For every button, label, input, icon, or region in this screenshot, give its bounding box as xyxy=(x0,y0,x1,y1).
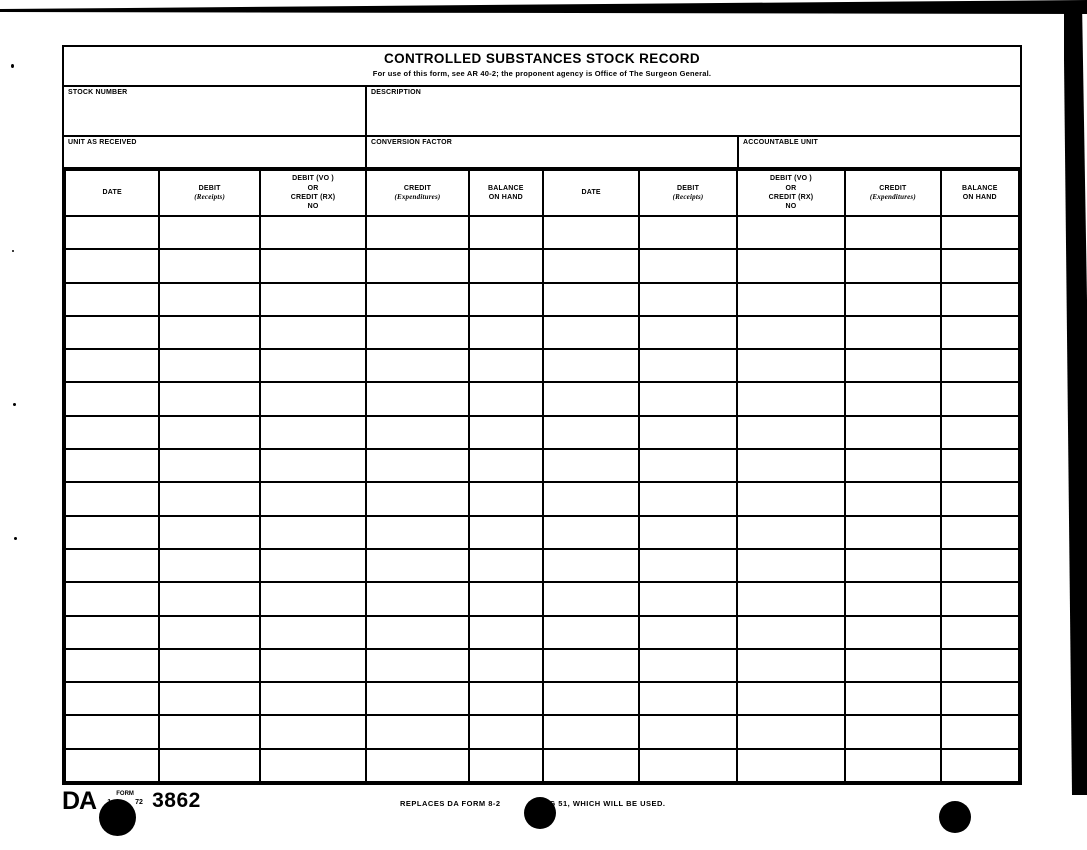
table-cell xyxy=(260,316,366,349)
table-cell xyxy=(469,316,543,349)
table-cell xyxy=(639,549,736,582)
table-cell xyxy=(845,682,940,715)
table-cell xyxy=(737,283,845,316)
table-cell xyxy=(941,449,1019,482)
table-cell xyxy=(469,249,543,282)
table-cell xyxy=(941,749,1019,782)
table-cell xyxy=(639,715,736,748)
controlled-substances-form xyxy=(62,45,1022,785)
form-title-block xyxy=(64,47,1020,87)
column-header-credit-left: CREDIT (Expenditures) xyxy=(366,170,468,216)
table-cell xyxy=(65,283,159,316)
table-cell xyxy=(469,382,543,415)
table-cell xyxy=(366,482,468,515)
table-cell xyxy=(159,316,259,349)
table-cell xyxy=(366,382,468,415)
table-cell xyxy=(737,382,845,415)
table-cell xyxy=(469,349,543,382)
table-row xyxy=(65,449,1019,482)
field-row-top xyxy=(64,87,1020,137)
table-row xyxy=(65,682,1019,715)
table-cell xyxy=(65,349,159,382)
table-cell xyxy=(65,582,159,615)
form-edition-stack xyxy=(102,791,148,806)
table-cell xyxy=(159,349,259,382)
table-cell xyxy=(845,416,940,449)
table-cell xyxy=(366,316,468,349)
table-cell xyxy=(366,682,468,715)
table-cell xyxy=(737,216,845,249)
table-cell xyxy=(159,283,259,316)
table-cell xyxy=(845,616,940,649)
table-cell xyxy=(737,249,845,282)
conversion-factor-label: CONVERSION FACTOR xyxy=(371,139,453,146)
table-cell xyxy=(639,682,736,715)
scan-noise-dot xyxy=(13,403,16,406)
da-word: DA xyxy=(62,787,97,815)
table-cell xyxy=(845,349,940,382)
column-header-balance-right: BALANCE ON HAND xyxy=(941,170,1019,216)
table-cell xyxy=(366,749,468,782)
table-cell xyxy=(260,649,366,682)
table-cell xyxy=(941,283,1019,316)
table-cell xyxy=(469,516,543,549)
stock-record-table xyxy=(64,169,1020,783)
form-word: FORM xyxy=(116,791,134,797)
table-row xyxy=(65,516,1019,549)
table-cell xyxy=(65,549,159,582)
table-cell xyxy=(543,382,639,415)
table-cell xyxy=(469,449,543,482)
table-cell xyxy=(543,549,639,582)
table-cell xyxy=(65,216,159,249)
table-cell xyxy=(737,349,845,382)
conversion-factor-field xyxy=(367,137,739,167)
table-cell xyxy=(845,749,940,782)
table-cell xyxy=(543,682,639,715)
table-cell xyxy=(639,516,736,549)
table-cell xyxy=(737,316,845,349)
scan-noise-dot xyxy=(14,537,17,540)
table-cell xyxy=(639,216,736,249)
table-cell xyxy=(65,249,159,282)
table-cell xyxy=(639,449,736,482)
table-cell xyxy=(845,516,940,549)
table-row xyxy=(65,616,1019,649)
table-cell xyxy=(260,616,366,649)
table-cell xyxy=(737,582,845,615)
form-title: CONTROLLED SUBSTANCES STOCK RECORD xyxy=(383,51,701,66)
table-cell xyxy=(65,616,159,649)
column-header-debit-right: DEBIT (Receipts) xyxy=(639,170,736,216)
column-header-date-left: DATE xyxy=(65,170,159,216)
table-cell xyxy=(65,749,159,782)
table-cell xyxy=(543,249,639,282)
table-cell xyxy=(469,749,543,782)
table-cell xyxy=(543,416,639,449)
table-cell xyxy=(260,449,366,482)
form-number: 3862 xyxy=(152,789,201,812)
table-cell xyxy=(260,349,366,382)
table-cell xyxy=(941,249,1019,282)
table-cell xyxy=(941,382,1019,415)
form-edition-date: 1 72 xyxy=(107,799,143,806)
table-cell xyxy=(260,216,366,249)
table-cell xyxy=(845,449,940,482)
scan-noise-dot xyxy=(12,250,14,252)
table-cell xyxy=(366,349,468,382)
scan-noise-dot xyxy=(11,64,14,68)
table-cell xyxy=(737,516,845,549)
table-cell xyxy=(469,682,543,715)
table-cell xyxy=(639,416,736,449)
field-row-bottom xyxy=(64,137,1020,169)
scan-top-edge-bar xyxy=(0,0,1087,16)
table-row xyxy=(65,416,1019,449)
table-cell xyxy=(260,516,366,549)
table-cell xyxy=(260,249,366,282)
table-row xyxy=(65,582,1019,615)
unit-as-received-label: UNIT AS RECEIVED xyxy=(68,139,137,146)
table-cell xyxy=(260,482,366,515)
table-cell xyxy=(65,382,159,415)
column-header-balance-left: BALANCE ON HAND xyxy=(469,170,543,216)
table-cell xyxy=(543,616,639,649)
table-cell xyxy=(65,682,159,715)
table-cell xyxy=(260,416,366,449)
table-cell xyxy=(260,283,366,316)
table-cell xyxy=(737,682,845,715)
replaces-note-right: 1 AUG 51, WHICH WILL BE USED. xyxy=(530,799,666,808)
table-cell xyxy=(737,549,845,582)
table-cell xyxy=(159,649,259,682)
column-header-debit-left: DEBIT (Receipts) xyxy=(159,170,259,216)
table-row xyxy=(65,216,1019,249)
table-cell xyxy=(639,316,736,349)
table-cell xyxy=(366,616,468,649)
table-cell xyxy=(941,582,1019,615)
table-cell xyxy=(260,382,366,415)
table-cell xyxy=(469,283,543,316)
table-cell xyxy=(159,382,259,415)
table-cell xyxy=(159,749,259,782)
table-cell xyxy=(737,449,845,482)
table-cell xyxy=(543,582,639,615)
table-cell xyxy=(941,349,1019,382)
table-cell xyxy=(65,516,159,549)
table-cell xyxy=(941,216,1019,249)
description-label: DESCRIPTION xyxy=(371,89,422,96)
table-cell xyxy=(639,749,736,782)
table-cell xyxy=(260,582,366,615)
table-row xyxy=(65,349,1019,382)
table-cell xyxy=(845,316,940,349)
table-cell xyxy=(159,582,259,615)
table-cell xyxy=(159,682,259,715)
table-cell xyxy=(543,715,639,748)
table-row xyxy=(65,382,1019,415)
table-row xyxy=(65,283,1019,316)
table-cell xyxy=(543,216,639,249)
table-cell xyxy=(543,482,639,515)
table-cell xyxy=(159,715,259,748)
table-cell xyxy=(737,749,845,782)
table-cell xyxy=(65,715,159,748)
table-cell xyxy=(65,316,159,349)
replaces-note-left: REPLACES DA FORM 8-2 xyxy=(400,799,501,808)
table-cell xyxy=(737,482,845,515)
table-cell xyxy=(260,682,366,715)
table-cell xyxy=(366,582,468,615)
table-row xyxy=(65,482,1019,515)
table-cell xyxy=(845,283,940,316)
table-cell xyxy=(260,715,366,748)
table-row xyxy=(65,249,1019,282)
description-field xyxy=(367,87,1020,135)
table-body xyxy=(65,216,1019,782)
table-cell xyxy=(543,649,639,682)
table-cell xyxy=(469,715,543,748)
table-header-row xyxy=(65,170,1019,216)
table-cell xyxy=(366,216,468,249)
table-cell xyxy=(469,416,543,449)
table-cell xyxy=(159,549,259,582)
table-cell xyxy=(159,249,259,282)
table-cell xyxy=(737,715,845,748)
table-cell xyxy=(366,283,468,316)
table-row xyxy=(65,749,1019,782)
hole-punch-right xyxy=(939,801,971,833)
column-header-debit-credit-no-left: DEBIT (VO ) OR CREDIT (RX) NO xyxy=(260,170,366,216)
table-cell xyxy=(639,482,736,515)
table-cell xyxy=(845,382,940,415)
table-cell xyxy=(941,549,1019,582)
table-row xyxy=(65,715,1019,748)
table-cell xyxy=(737,649,845,682)
column-header-credit-right: CREDIT (Expenditures) xyxy=(845,170,940,216)
table-cell xyxy=(260,549,366,582)
table-row xyxy=(65,549,1019,582)
table-cell xyxy=(639,283,736,316)
table-cell xyxy=(260,749,366,782)
table-cell xyxy=(941,416,1019,449)
replaces-note xyxy=(400,799,666,808)
table-cell xyxy=(941,616,1019,649)
table-cell xyxy=(65,449,159,482)
table-cell xyxy=(469,216,543,249)
table-cell xyxy=(469,649,543,682)
table-cell xyxy=(469,482,543,515)
accountable-unit-field xyxy=(739,137,1020,167)
table-cell xyxy=(737,416,845,449)
form-subtitle: For use of this form, see AR 40-2; the proponent agency is Office of The Surgeon General. xyxy=(372,69,712,78)
table-cell xyxy=(159,216,259,249)
table-cell xyxy=(941,649,1019,682)
table-cell xyxy=(639,382,736,415)
table-cell xyxy=(941,482,1019,515)
column-header-date-right: DATE xyxy=(543,170,639,216)
table-cell xyxy=(159,416,259,449)
table-cell xyxy=(366,649,468,682)
accountable-unit-label: ACCOUNTABLE UNIT xyxy=(743,139,819,146)
table-cell xyxy=(845,549,940,582)
table-cell xyxy=(941,516,1019,549)
table-cell xyxy=(941,682,1019,715)
table-cell xyxy=(159,449,259,482)
form-number-block xyxy=(62,789,201,814)
table-cell xyxy=(941,316,1019,349)
table-row xyxy=(65,316,1019,349)
table-cell xyxy=(366,449,468,482)
table-cell xyxy=(65,416,159,449)
table-cell xyxy=(845,249,940,282)
table-cell xyxy=(543,316,639,349)
table-cell xyxy=(941,715,1019,748)
table-cell xyxy=(639,649,736,682)
table-cell xyxy=(366,416,468,449)
table-cell xyxy=(845,482,940,515)
table-cell xyxy=(366,249,468,282)
table-cell xyxy=(845,649,940,682)
table-cell xyxy=(639,582,736,615)
table-cell xyxy=(639,616,736,649)
table-cell xyxy=(543,516,639,549)
table-cell xyxy=(543,349,639,382)
table-cell xyxy=(366,549,468,582)
table-cell xyxy=(469,582,543,615)
table-cell xyxy=(65,649,159,682)
table-cell xyxy=(366,715,468,748)
table-cell xyxy=(845,715,940,748)
table-row xyxy=(65,649,1019,682)
table-cell xyxy=(845,582,940,615)
stock-number-field xyxy=(64,87,367,135)
stock-number-label: STOCK NUMBER xyxy=(68,89,128,96)
table-cell xyxy=(543,449,639,482)
table-cell xyxy=(543,749,639,782)
unit-as-received-field xyxy=(64,137,367,167)
table-cell xyxy=(639,349,736,382)
table-cell xyxy=(159,482,259,515)
table-cell xyxy=(543,283,639,316)
table-cell xyxy=(639,249,736,282)
table-cell xyxy=(737,616,845,649)
table-cell xyxy=(65,482,159,515)
table-cell xyxy=(366,516,468,549)
table-cell xyxy=(845,216,940,249)
table-cell xyxy=(159,616,259,649)
table-cell xyxy=(469,549,543,582)
table-cell xyxy=(469,616,543,649)
scan-right-edge-bar xyxy=(1058,0,1087,800)
column-header-debit-credit-no-right: DEBIT (VO ) OR CREDIT (RX) NO xyxy=(737,170,845,216)
table-cell xyxy=(159,516,259,549)
